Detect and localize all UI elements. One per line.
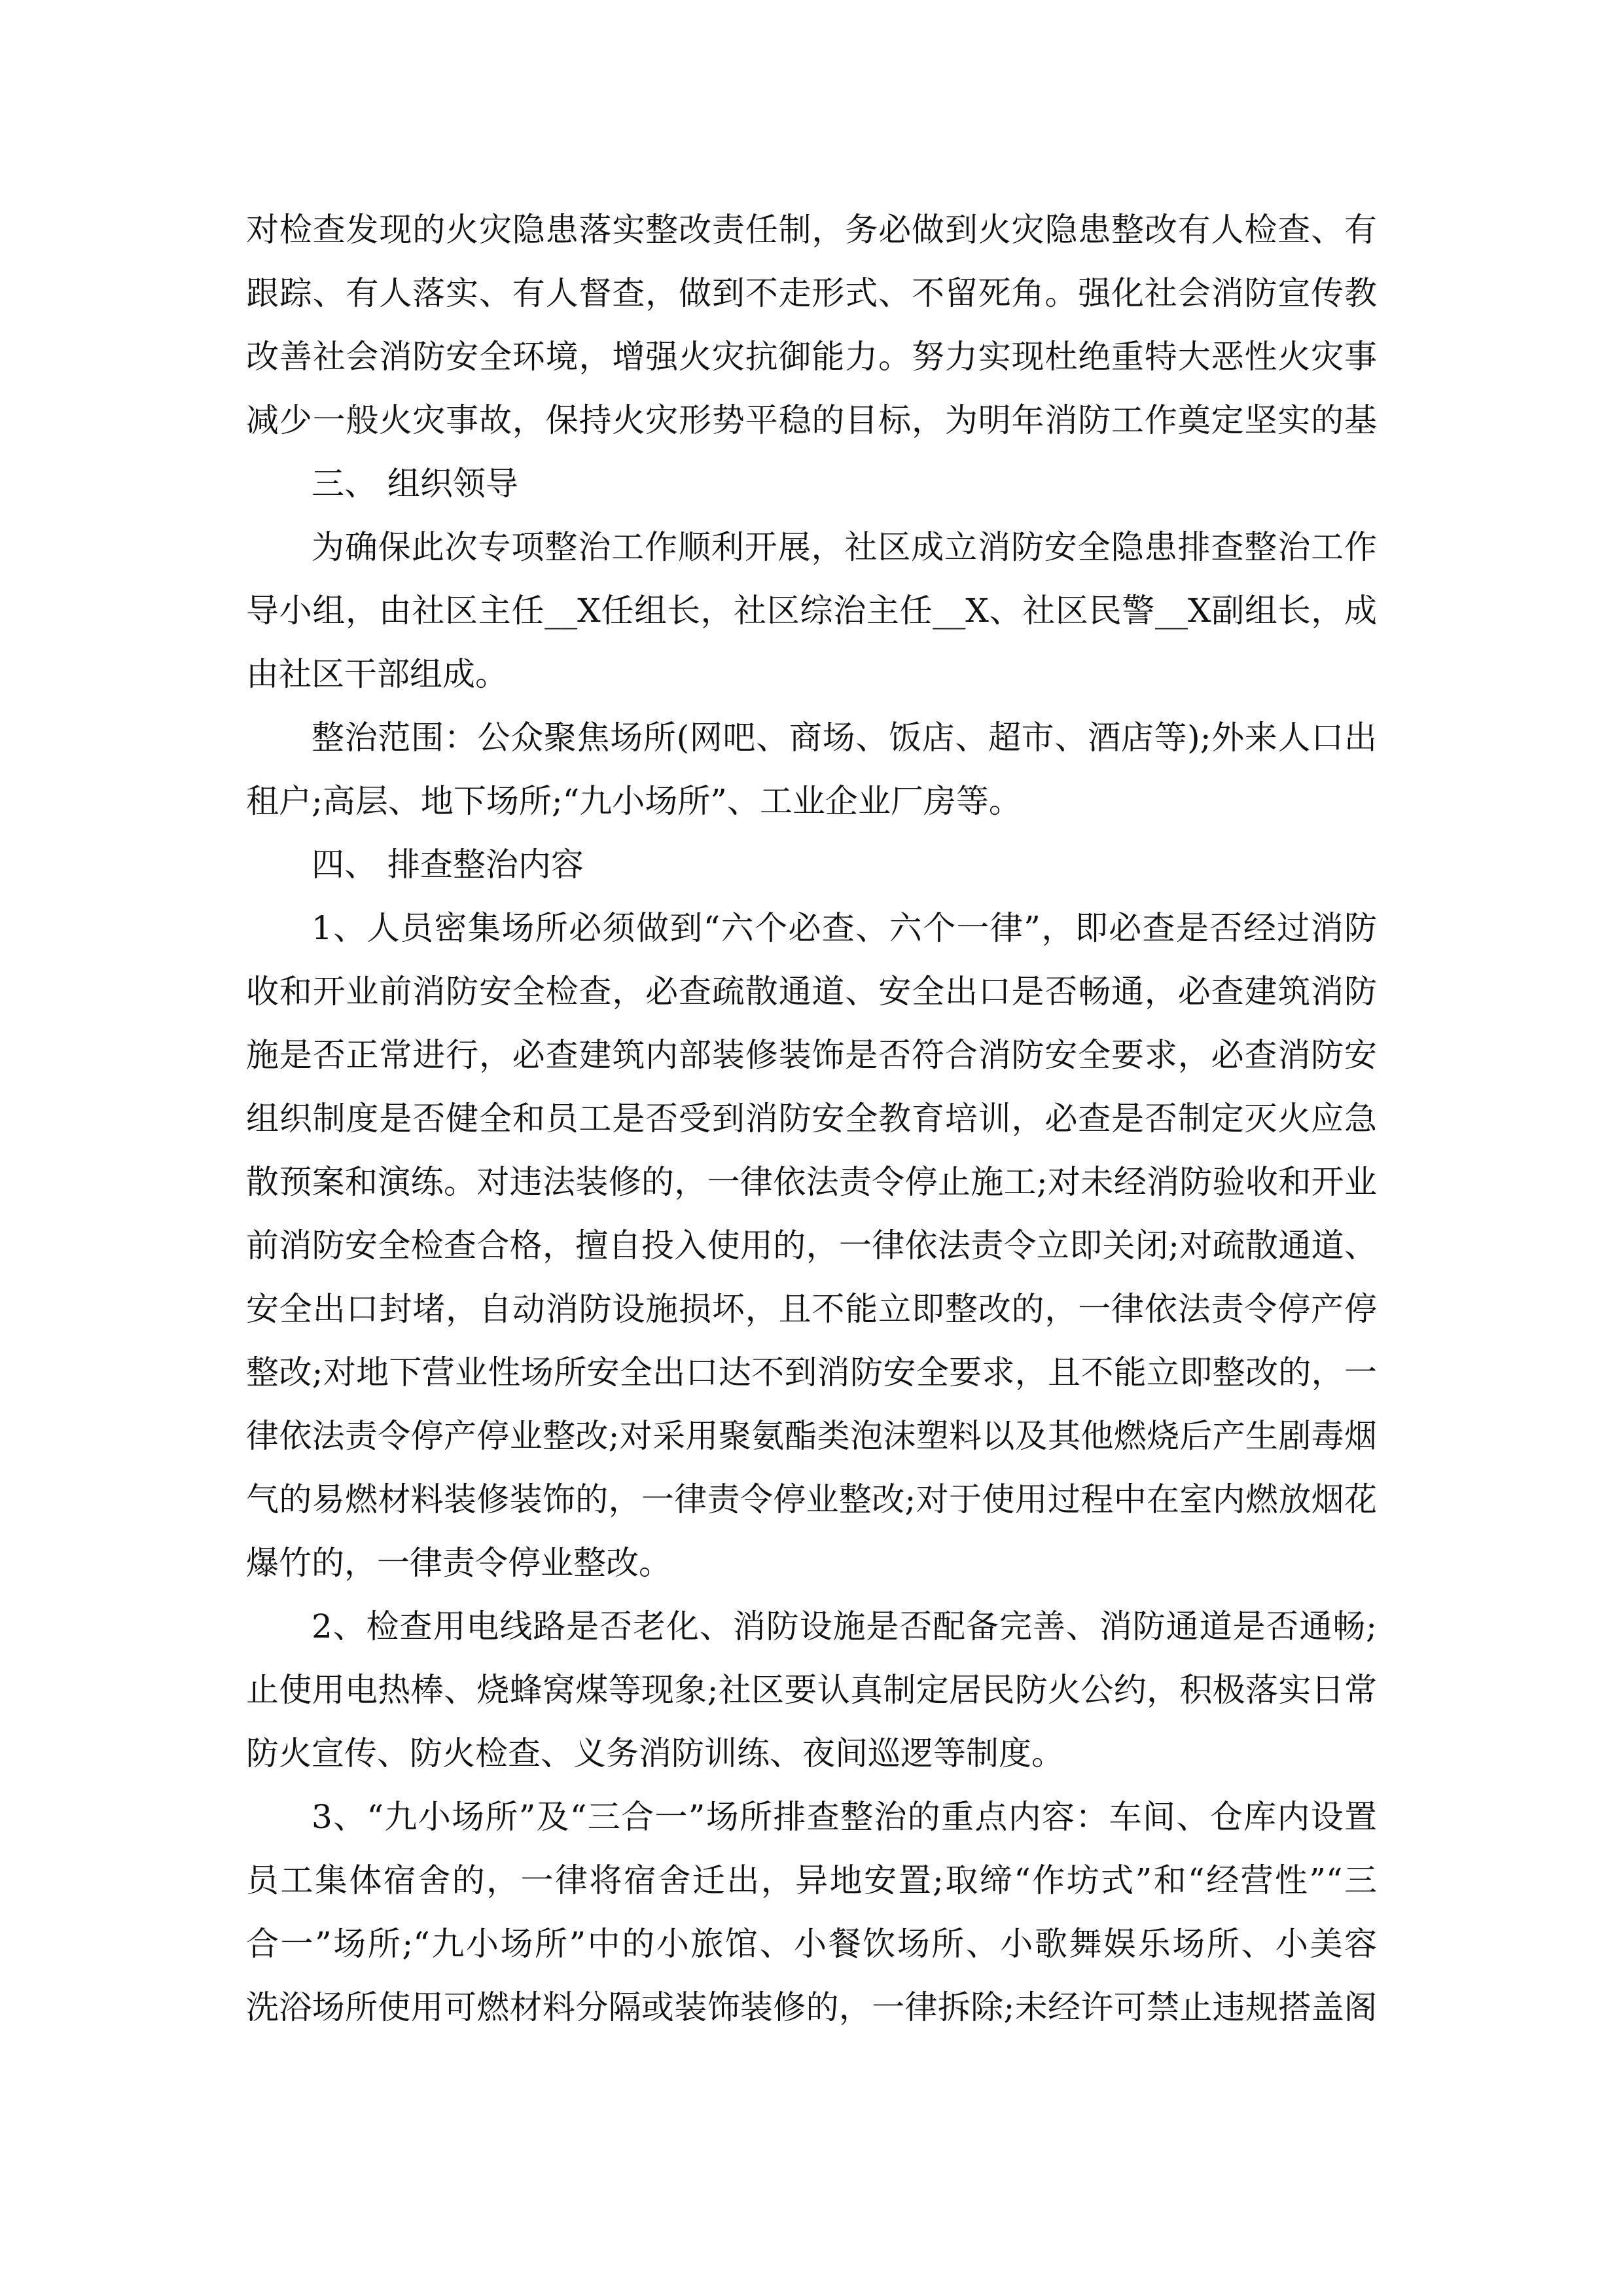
text-line: 散预案和演练。对违法装修的，一律依法责令停止施工;对未经消防验收和开业 [246,1163,1377,1201]
text-line: 3、“九小场所”及“三合一”场所排查整治的重点内容：车间、仓库内设置 [312,1798,1377,1836]
text-line: 组织制度是否健全和员工是否受到消防安全教育培训，必查是否制定灭火应急 [246,1100,1377,1138]
text-line: 为确保此次专项整治工作顺利开展，社区成立消防安全隐患排查整治工作 [312,528,1377,566]
text-line: 洗浴场所使用可燃材料分隔或装饰装修的，一律拆除;未经许可禁止违规搭盖阁 [246,1988,1377,2026]
text-line: 员工集体宿舍的，一律将宿舍迁出，异地安置;取缔“作坊式”和“经营性”“三 [246,1861,1377,1899]
text-line: 安全出口封堵，自动消防设施损坏，且不能立即整改的，一律依法责令停产停 [246,1290,1377,1328]
text-line: 整治范围：公众聚焦场所(网吧、商场、饭店、超市、酒店等);外来人口出 [312,719,1377,757]
text-line: 收和开业前消防安全检查，必查疏散通道、安全出口是否畅通，必查建筑消防 [246,973,1377,1011]
text-line: 导小组，由社区主任__X任组长，社区综治主任__X、社区民警__X副组长，成 [246,592,1377,630]
text-line: 律依法责令停产停业整改;对采用聚氨酯类泡沫塑料以及其他燃烧后产生剧毒烟 [246,1417,1377,1455]
text-line: 租户;高层、地下场所;“九小场所”、工业企业厂房等。 [246,782,1022,820]
document-page [246,198,1377,2039]
text-line: 改善社会消防安全环境，增强火灾抗御能力。努力实现杜绝重特大恶性火灾事 [246,338,1377,376]
text-line: 2、检查用电线路是否老化、消防设施是否配备完善、消防通道是否通畅; [312,1607,1377,1645]
text-line: 前消防安全检查合格，擅自投入使用的，一律依法责令立即关闭;对疏散通道、 [246,1227,1377,1265]
text-line: 爆竹的，一律责令停业整改。 [246,1544,671,1582]
text-line: 合一”场所;“九小场所”中的小旅馆、小餐饮场所、小歌舞娱乐场所、小美容 [246,1925,1377,1963]
text-line: 止使用电热棒、烧蜂窝煤等现象;社区要认真制定居民防火公约，积极落实日常 [246,1671,1377,1709]
text-line: 施是否正常进行，必查建筑内部装修装饰是否符合消防安全要求，必查消防安 [246,1036,1377,1074]
text-line: 防火宣传、防火检查、义务消防训练、夜间巡逻等制度。 [246,1734,1064,1772]
text-line: 跟踪、有人落实、有人督查，做到不走形式、不留死角。强化社会消防宣传教 [246,274,1377,312]
text-line: 减少一般火灾事故，保持火灾形势平稳的目标，为明年消防工作奠定坚实的基 [246,401,1377,439]
text-line: 整改;对地下营业性场所安全出口达不到消防安全要求，且不能立即整改的，一 [246,1354,1377,1391]
text-line: 四、 排查整治内容 [312,846,584,884]
text-line: 由社区干部组成。 [246,655,508,693]
text-line: 对检查发现的火灾隐患落实整改责任制，务必做到火灾隐患整改有人检查、有 [246,211,1377,249]
text-line: 1、人员密集场所必须做到“六个必查、六个一律”，即必查是否经过消防 [312,909,1377,947]
text-line: 气的易燃材料装修装饰的，一律责令停业整改;对于使用过程中在室内燃放烟花 [246,1480,1377,1518]
text-line: 三、 组织领导 [312,465,518,503]
